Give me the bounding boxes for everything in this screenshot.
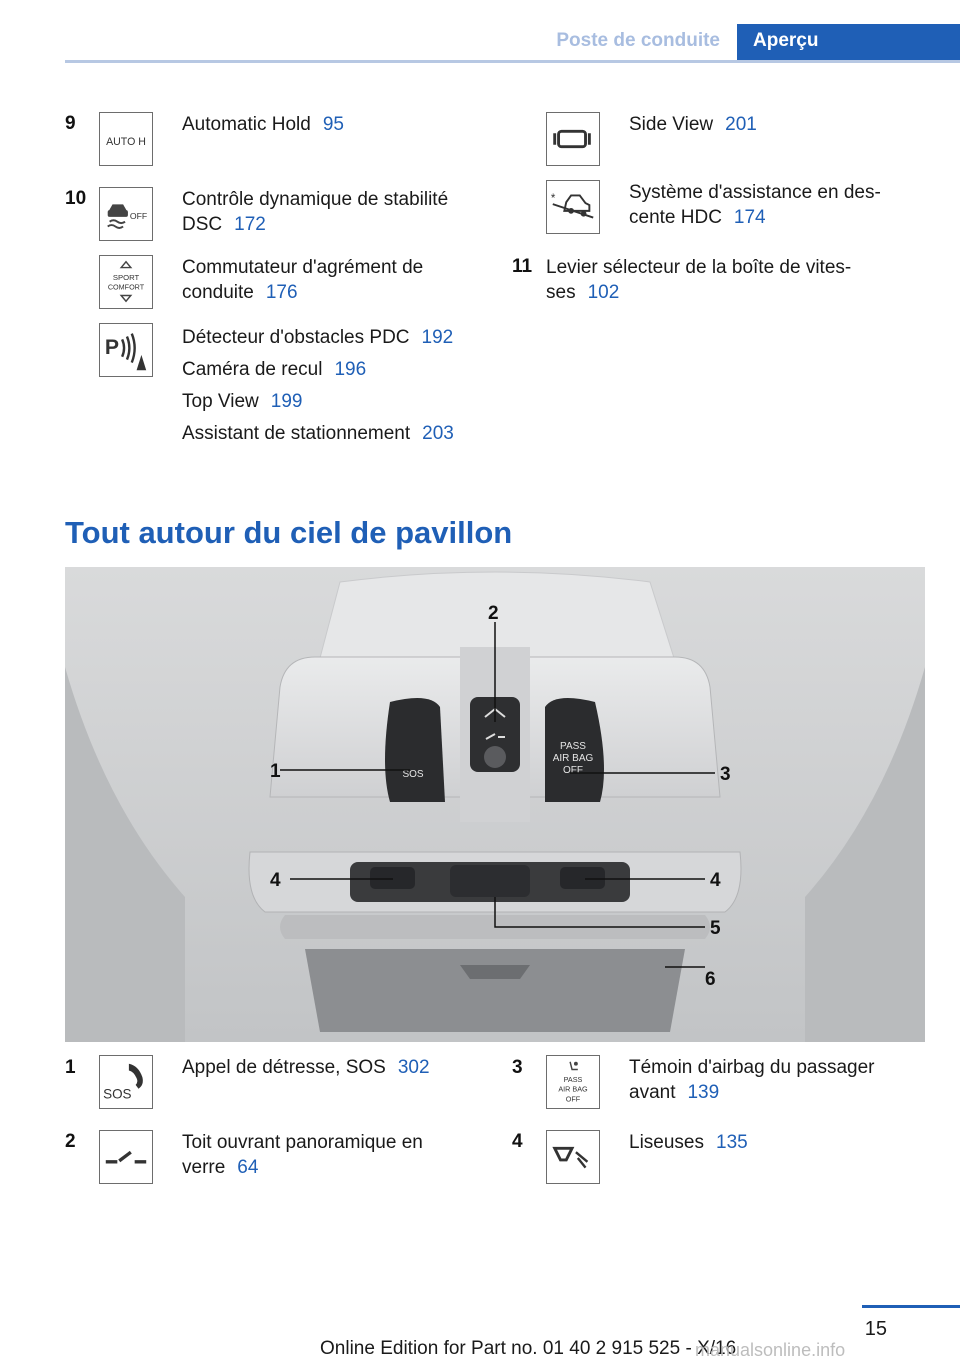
legend-number-2: 2	[65, 1131, 76, 1152]
reading-light-icon	[546, 1130, 600, 1184]
dsc-off-icon-text: OFF	[129, 210, 148, 221]
page-ref-302[interactable]: 302	[397, 1057, 430, 1078]
page-ref-176[interactable]: 176	[265, 282, 298, 303]
entry-number-11: 11	[512, 256, 533, 277]
svg-text:P: P	[104, 335, 119, 359]
sport-label: SPORT	[112, 273, 140, 283]
header-tab-apercu: Aperçu	[737, 24, 960, 63]
legend-number-4: 4	[512, 1131, 523, 1152]
page-ref-139[interactable]: 139	[687, 1082, 720, 1103]
panoramic-roof-icon	[99, 1130, 153, 1184]
comfort-label: COMFORT	[107, 282, 145, 292]
callout-5: 5	[710, 918, 721, 939]
callout-2: 2	[488, 603, 499, 624]
hdc-text: Système d'assistance en des- cente HDC 174	[629, 182, 881, 228]
side-view-text: Side View 201	[629, 114, 757, 135]
entry-9-text: Automatic Hold 95	[182, 114, 344, 135]
page-ref-201[interactable]: 201	[725, 114, 757, 135]
hill-descent-icon	[546, 180, 600, 234]
overhead-console-photo	[65, 567, 925, 1042]
page-ref-174[interactable]: 174	[733, 207, 766, 228]
photo-off-label: OFF	[563, 765, 583, 776]
off-icon-text: OFF	[565, 1094, 581, 1104]
side-view-camera-icon	[546, 112, 600, 166]
callout-4-right: 4	[710, 870, 721, 891]
entry-10-parking-text: Détecteur d'obstacles PDC 192 Caméra de recul 196 Top View 199 Assistant de stationnement 203	[182, 327, 454, 444]
photo-sos-label: SOS	[402, 769, 424, 780]
legend-2-text: Toit ouvrant panoramique en verre 64	[182, 1132, 423, 1178]
legend-4-text: Liseuses 135	[629, 1132, 748, 1153]
watermark: manualsonline.info	[695, 1340, 846, 1360]
legend-3-text: Témoin d'airbag du passager avant 139	[629, 1057, 875, 1103]
header-rule	[65, 60, 960, 63]
callout-1: 1	[270, 761, 281, 782]
photo-airbag-label: AIR BAG	[552, 753, 594, 764]
entry-10-sport-text: Commutateur d'agrément de conduite 176	[182, 257, 424, 303]
auto-hold-icon-text: AUTO H	[106, 135, 146, 148]
sos-icon	[99, 1055, 153, 1109]
page-ref-172[interactable]: 172	[234, 214, 266, 235]
entry-11-text: Levier sélecteur de la boîte de vites- ses 102	[546, 257, 852, 303]
sport-comfort-icon	[99, 255, 153, 309]
airbag-icon-text: AIR BAG	[558, 1084, 588, 1094]
edition-info: Online Edition for Part no. 01 40 2 915 525 - X/16	[320, 1338, 737, 1359]
photo-pass-label: PASS	[560, 741, 586, 752]
callout-6: 6	[705, 969, 716, 990]
page-ref-64[interactable]: 64	[237, 1157, 259, 1178]
page-ref-102[interactable]: 102	[587, 282, 620, 303]
legend-1-text: Appel de détresse, SOS 302	[182, 1057, 430, 1078]
page-ref-199[interactable]: 199	[270, 391, 303, 412]
sos-icon-text: SOS	[103, 1086, 132, 1102]
pass-icon-text: PASS	[563, 1075, 583, 1084]
section-heading: Tout autour du ciel de pavillon	[65, 515, 513, 550]
callout-4-left: 4	[270, 870, 281, 891]
page-ref-135[interactable]: 135	[716, 1132, 748, 1153]
entry-number-9: 9	[65, 113, 76, 134]
dsc-off-icon	[99, 187, 153, 241]
passenger-airbag-icon	[546, 1055, 600, 1109]
entry-10-dsc-text: Contrôle dynamique de stabilité DSC 172	[182, 189, 449, 235]
page-number: 15	[864, 1318, 887, 1340]
svg-text:*: *	[550, 193, 556, 206]
footer-rule	[862, 1305, 960, 1308]
callout-3: 3	[720, 764, 731, 785]
page-ref-203[interactable]: 203	[422, 423, 454, 444]
header-section-title: Poste de conduite	[556, 30, 720, 51]
parking-assist-icon	[99, 323, 153, 377]
entry-number-10: 10	[65, 188, 87, 209]
legend-number-1: 1	[65, 1057, 76, 1078]
legend-number-3: 3	[512, 1057, 523, 1078]
auto-hold-icon	[99, 112, 153, 166]
page-ref-192[interactable]: 192	[421, 327, 454, 348]
page-ref-95[interactable]: 95	[322, 114, 344, 135]
page-ref-196[interactable]: 196	[334, 359, 367, 380]
